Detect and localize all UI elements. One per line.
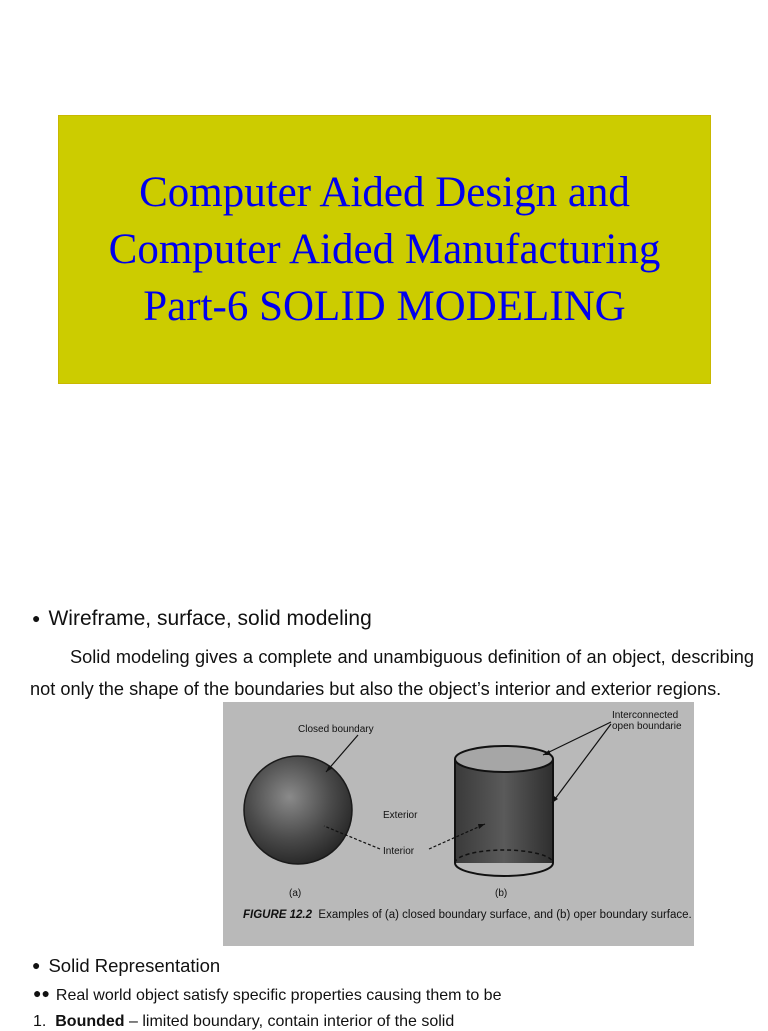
bullet-dot-icon: ● bbox=[32, 957, 41, 973]
label-open-boundary bbox=[612, 710, 682, 732]
solid-modeling-paragraph bbox=[30, 642, 754, 705]
title-box bbox=[58, 115, 711, 384]
list-item-bold: Bounded bbox=[55, 1013, 125, 1030]
figure-solid-boundaries bbox=[223, 702, 694, 946]
bullet-dot-icon: ●● bbox=[33, 985, 50, 1001]
bullet-solid-representation bbox=[32, 955, 220, 977]
bullet-solid-representation-text: Solid Representation bbox=[48, 955, 221, 976]
label-open-boundary-line2: open boundarie bbox=[612, 721, 682, 732]
bullet-real-world-text: Real world object satisfy specific properties causing them to be bbox=[55, 987, 502, 1004]
caption-text: Examples of (a) closed boundary surface, and (b) oper boundary surface. bbox=[318, 909, 692, 921]
slide-title bbox=[109, 164, 661, 335]
sphere-shape bbox=[244, 756, 352, 864]
bullet-wireframe-text: Wireframe, surface, solid modeling bbox=[48, 607, 372, 630]
label-open-boundary-line1: Interconnected bbox=[612, 710, 679, 721]
cylinder-body bbox=[455, 759, 553, 863]
label-exterior: Exterior bbox=[383, 810, 418, 821]
paragraph-text: Solid modeling gives a complete and unambiguous definition of an object, describing not only the shape of the boundaries but also the object’s interior and exterior regions. bbox=[30, 647, 754, 699]
title-line-2: Computer Aided Manufacturing bbox=[108, 226, 661, 273]
title-line-1: Computer Aided Design and bbox=[139, 169, 630, 216]
bullet-dot-icon: ● bbox=[32, 610, 41, 626]
list-item-rest: – limited boundary, contain interior of the solid bbox=[129, 1013, 455, 1030]
label-interior: Interior bbox=[383, 846, 415, 857]
figure-caption bbox=[243, 909, 694, 922]
cylinder-top bbox=[455, 746, 553, 772]
label-b: (b) bbox=[495, 888, 508, 899]
label-a: (a) bbox=[289, 888, 302, 899]
list-item-bounded bbox=[33, 1013, 454, 1031]
caption-figure-number: FIGURE 12.2 bbox=[243, 909, 313, 921]
bullet-real-world bbox=[33, 985, 501, 1005]
bullet-wireframe bbox=[32, 607, 372, 631]
title-line-3: Part-6 SOLID MODELING bbox=[143, 283, 626, 330]
list-number: 1. bbox=[33, 1013, 47, 1030]
label-closed-boundary: Closed boundary bbox=[298, 724, 374, 735]
